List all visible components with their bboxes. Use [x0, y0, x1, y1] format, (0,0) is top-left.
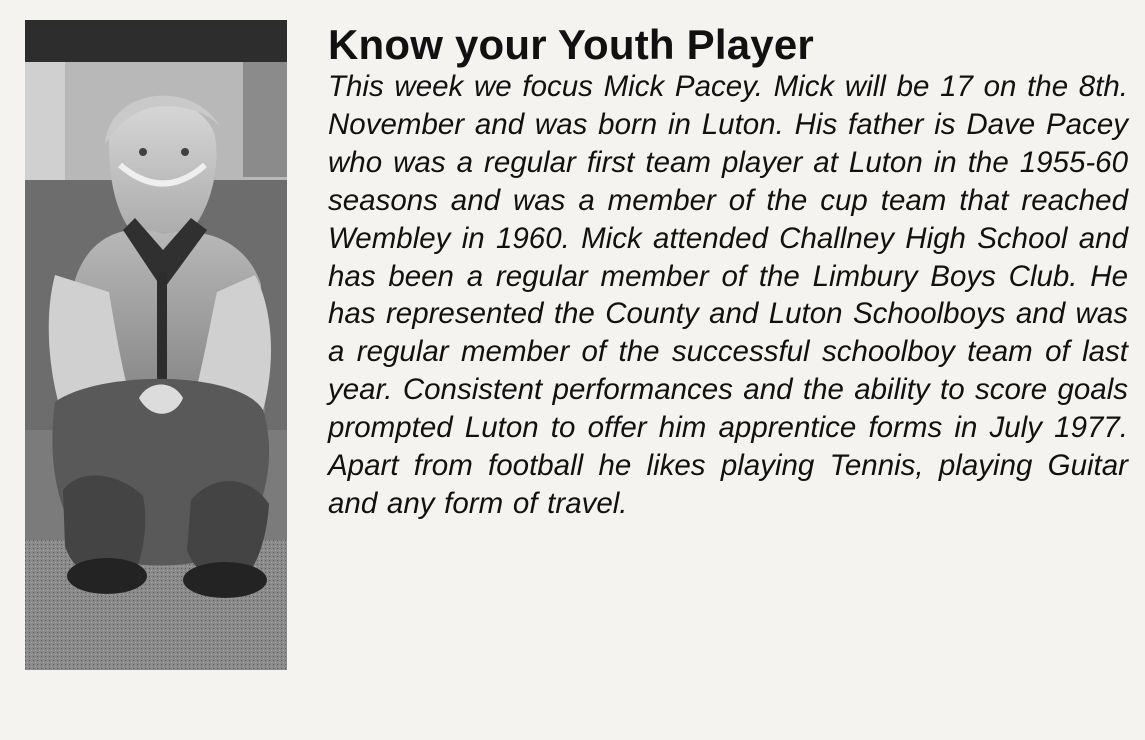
article — [328, 22, 1128, 523]
article-body: This week we focus Mick Pacey. Mick will be 17 on the 8th. November and was born in Luton. His father is Dave Pacey who was a regular first team player at Luton in the 1955-60 seasons and was a member of the cup team that reached Wembley in 1960. Mick attended Challney High School and has been a regular member of the Limbury Boys Club. He has represented the County and Luton Schoolboys and was a regular member of the successful schoolboy team of last year. Consistent performances and the ability to score goals prompted Luton to offer him apprentice forms in July 1977. Apart from football he likes playing Tennis, playing Guitar and any form of travel. — [328, 70, 1128, 520]
player-photo — [25, 20, 287, 670]
article-title: Know your Youth Player — [328, 21, 814, 68]
